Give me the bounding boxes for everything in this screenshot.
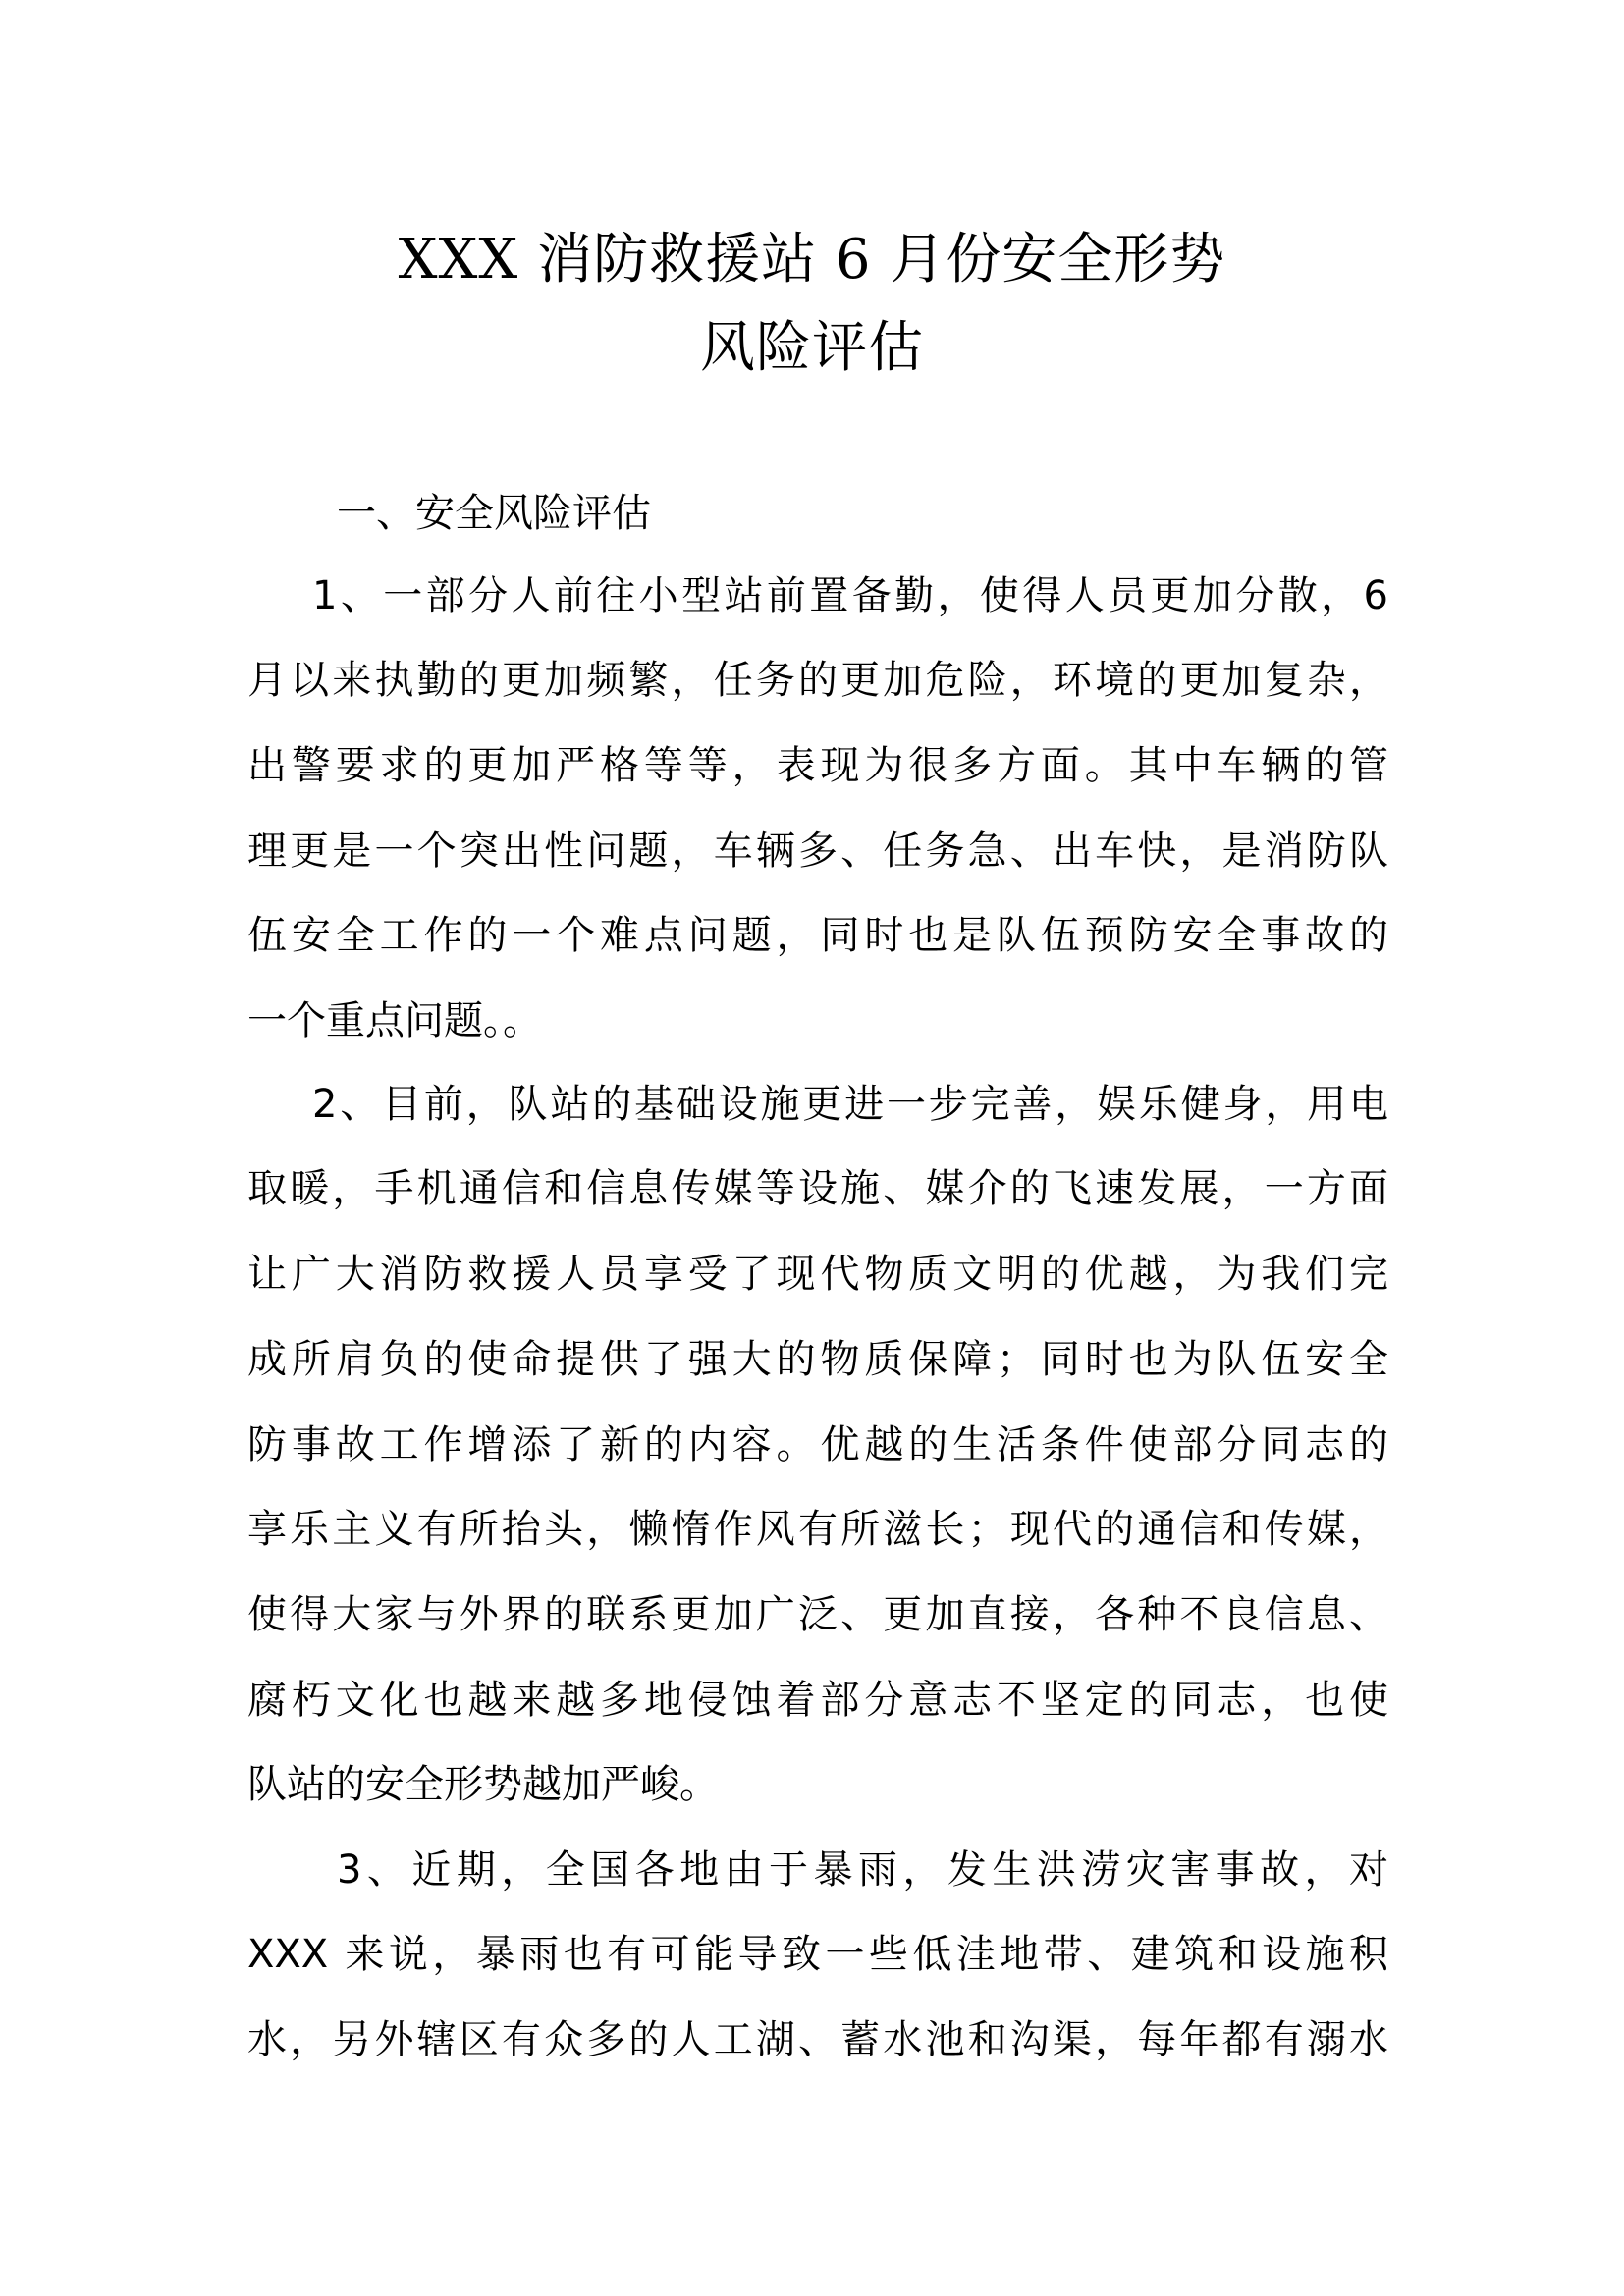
paragraph-line: 理更是一个突出性问题，车辆多、任务急、出车快，是消防队 xyxy=(247,828,1388,874)
paragraph-line: 防事故工作增添了新的内容。优越的生活条件使部分同志的 xyxy=(247,1422,1388,1468)
paragraph-line: 享乐主义有所抬头，懒惰作风有所滋长；现代的通信和传媒， xyxy=(247,1507,1388,1552)
paragraph-line: 1、一部分人前往小型站前置备勤，使得人员更加分散，6 xyxy=(312,573,1388,618)
paragraph-line: 2、目前，队站的基础设施更进一步完善，娱乐健身，用电 xyxy=(312,1082,1388,1127)
document-title-line-1: XXX 消防救援站 6 月份安全形势 xyxy=(398,228,1226,292)
paragraph-line: XXX 来说，暴雨也有可能导致一些低洼地带、建筑和设施积 xyxy=(247,1932,1388,1977)
paragraph-line: 让广大消防救援人员享受了现代物质文明的优越，为我们完 xyxy=(247,1252,1388,1297)
paragraph-line: 伍安全工作的一个难点问题，同时也是队伍预防安全事故的 xyxy=(247,913,1388,958)
paragraph-line: 使得大家与外界的联系更加广泛、更加直接，各种不良信息、 xyxy=(247,1592,1388,1637)
document-title-line-2: 风险评估 xyxy=(700,316,924,380)
paragraph-line: 腐朽文化也越来越多地侵蚀着部分意志不坚定的同志，也使 xyxy=(247,1678,1388,1723)
paragraph-line: 出警要求的更加严格等等，表现为很多方面。其中车辆的管 xyxy=(247,743,1388,788)
paragraph-line: 3、近期，全国各地由于暴雨，发生洪涝灾害事故，对 xyxy=(337,1847,1388,1893)
paragraph-line: 水，另外辖区有众多的人工湖、蓄水池和沟渠，每年都有溺水 xyxy=(247,2017,1388,2062)
paragraph-line: 一个重点问题。。 xyxy=(247,998,542,1043)
paragraph-line: 成所肩负的使命提供了强大的物质保障；同时也为队伍安全 xyxy=(247,1337,1388,1382)
paragraph-line: 月以来执勤的更加频繁，任务的更加危险，环境的更加复杂， xyxy=(247,658,1388,703)
paragraph-line: 取暖，手机通信和信息传媒等设施、媒介的飞速发展，一方面 xyxy=(247,1166,1388,1211)
paragraph-line: 队站的安全形势越加严峻。 xyxy=(247,1762,719,1807)
section-heading: 一、安全风险评估 xyxy=(337,491,651,536)
